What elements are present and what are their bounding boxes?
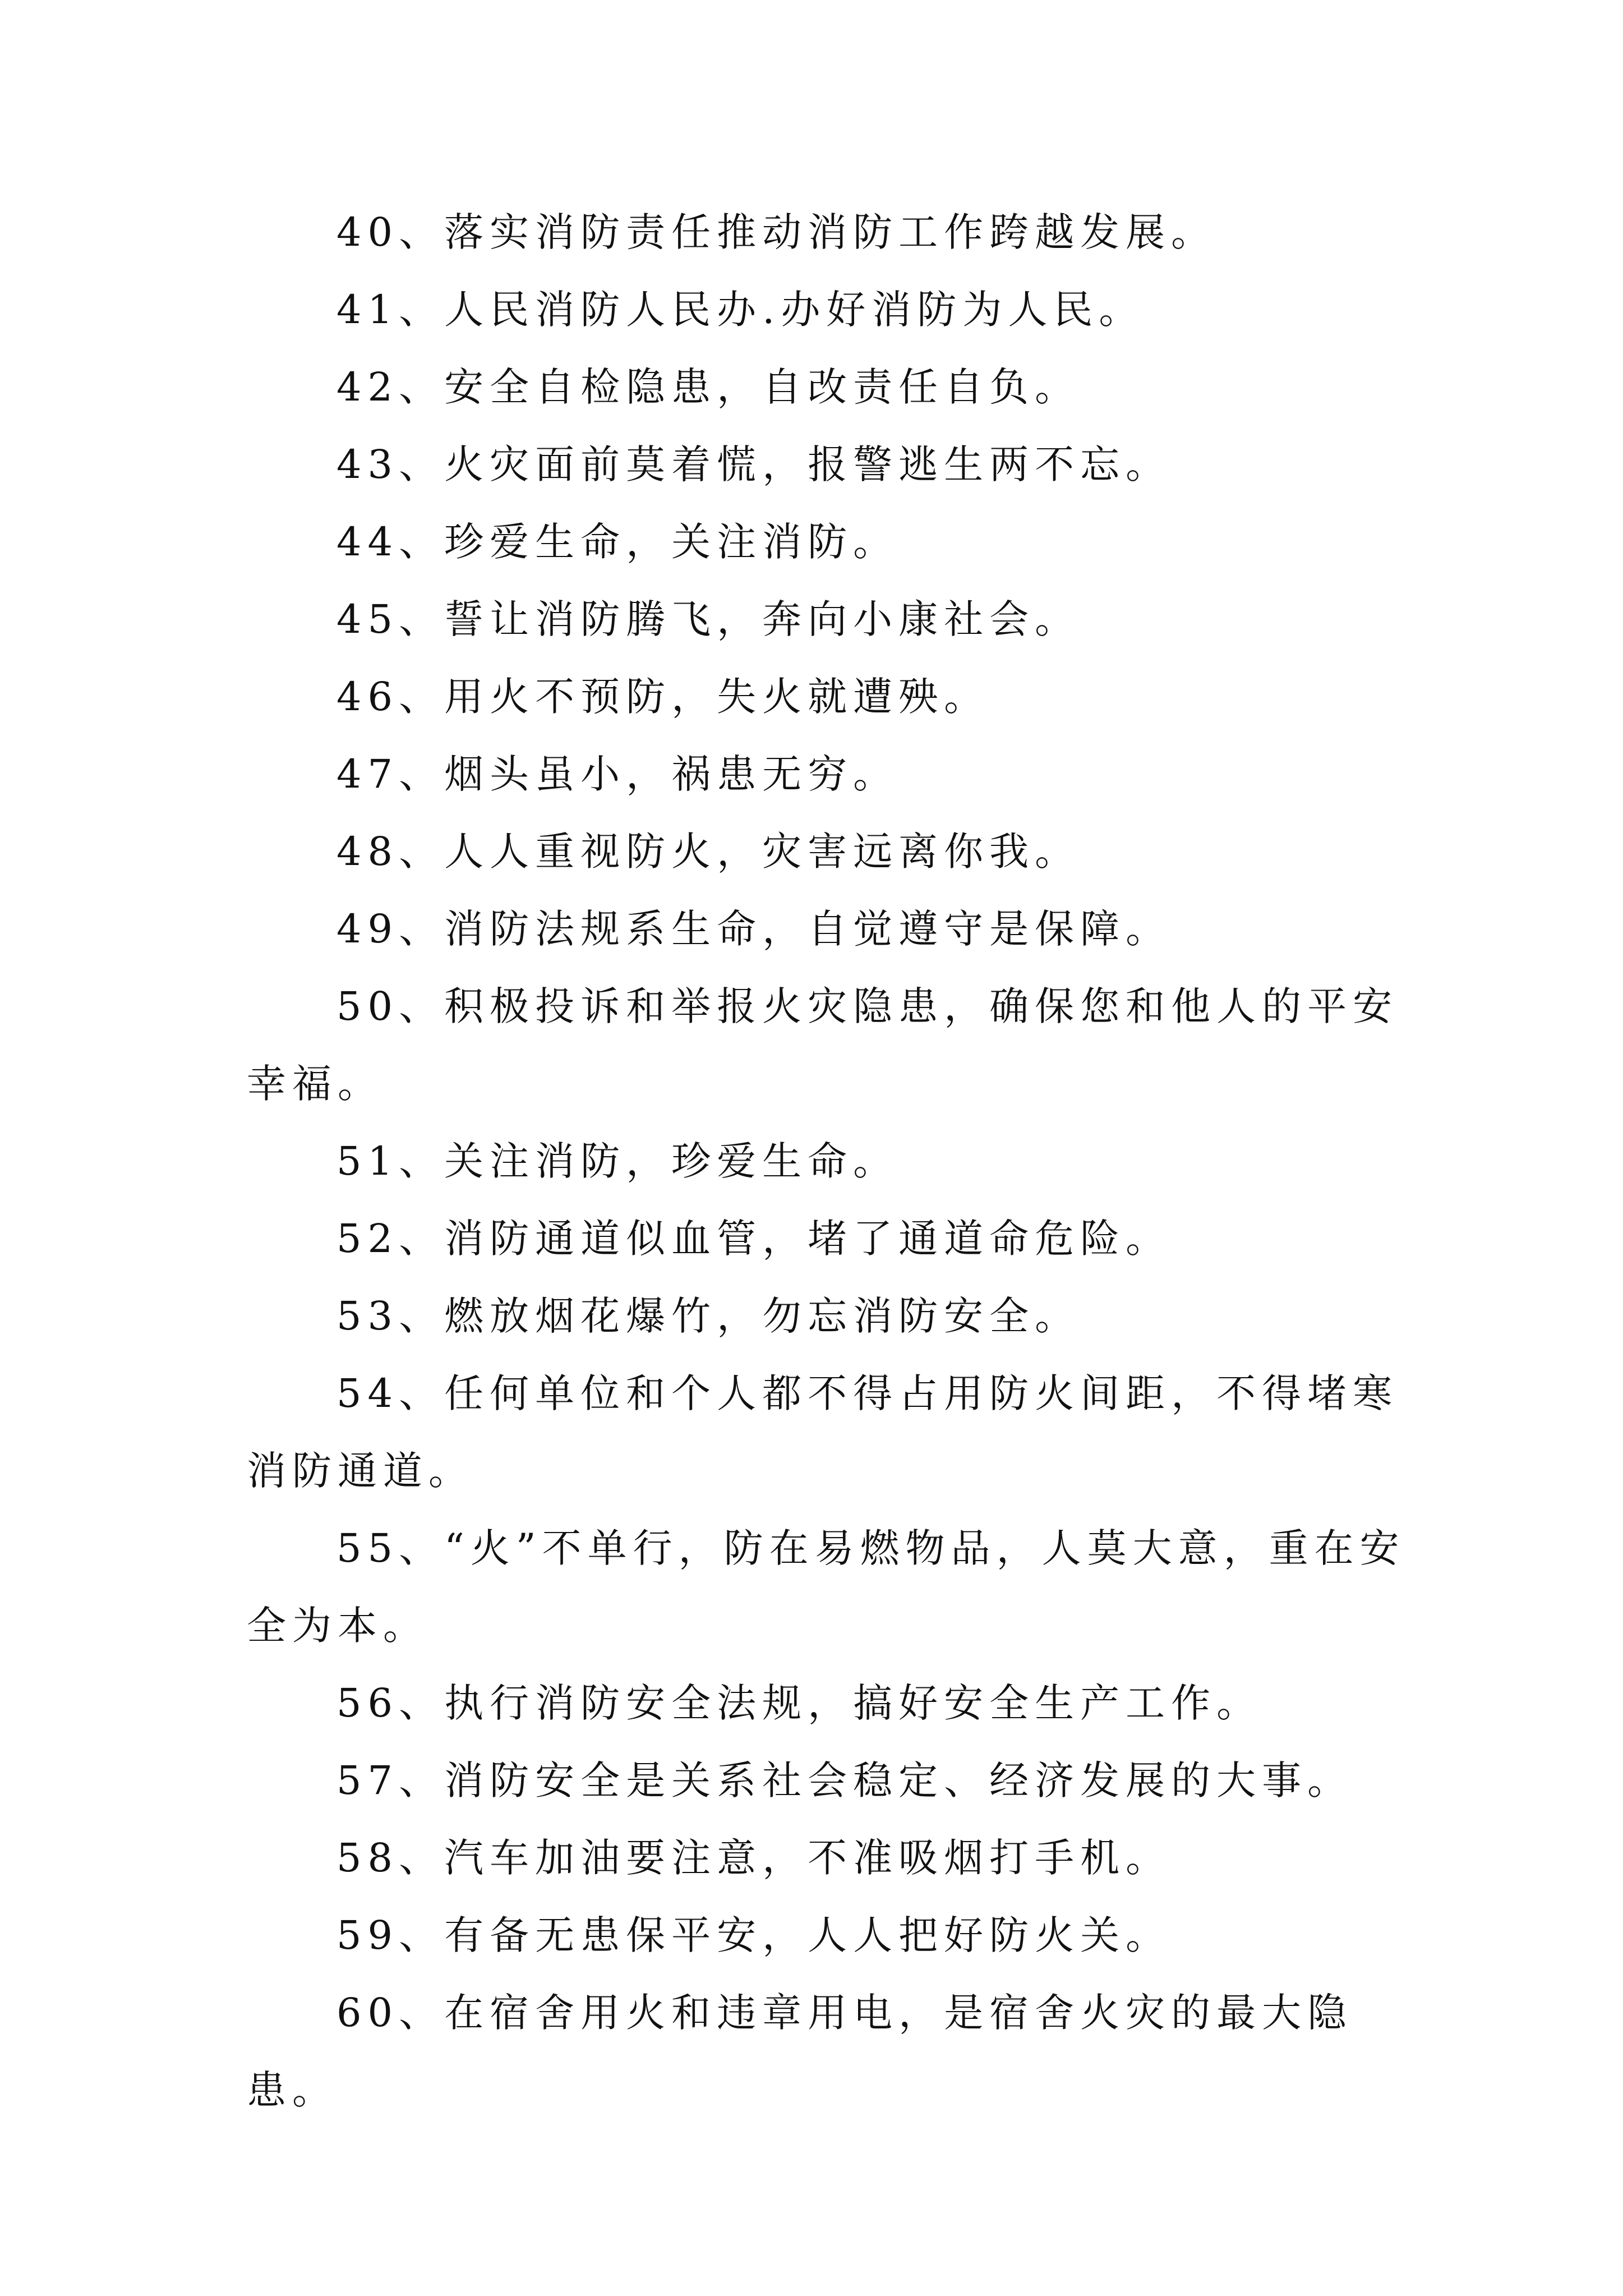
slogan-53: 53、燃放烟花爆竹，勿忘消防安全。: [336, 1293, 1081, 1339]
slogan-43: 43、火灾面前莫着慌，报警逃生两不忘。: [336, 441, 1172, 487]
slogan-54: 54、任何单位和个人都不得占用防火间距，不得堵寒消防通道。: [247, 1370, 1399, 1494]
slogan-45: 45、誓让消防腾飞，奔向小康社会。: [336, 596, 1081, 642]
slogan-59: 59、有备无患保平安，人人把好防火关。: [336, 1912, 1172, 1958]
slogan-52: 52、消防通道似血管，堵了通道命危险。: [336, 1216, 1172, 1262]
slogan-50: 50、积极投诉和举报火灾隐患，确保您和他人的平安幸福。: [247, 983, 1399, 1107]
slogan-48: 48、人人重视防火，灾害远离你我。: [336, 829, 1081, 875]
slogan-42: 42、安全自检隐患，自改责任自负。: [336, 364, 1081, 410]
slogan-41: 41、人民消防人民办.办好消防为人民。: [336, 287, 1145, 333]
slogan-55: 55、“火”不单行，防在易燃物品，人莫大意，重在安全为本。: [247, 1525, 1405, 1649]
slogan-49: 49、消防法规系生命，自觉遵守是保障。: [336, 906, 1172, 952]
slogan-list: [247, 194, 1413, 2129]
slogan-58: 58、汽车加油要注意，不准吸烟打手机。: [336, 1835, 1172, 1881]
slogan-51: 51、关注消防，珍爱生命。: [336, 1138, 899, 1184]
slogan-57: 57、消防安全是关系社会稳定、经济发展的大事。: [336, 1757, 1353, 1803]
slogan-56: 56、执行消防安全法规，搞好安全生产工作。: [336, 1680, 1262, 1726]
slogan-47: 47、烟头虽小，祸患无穷。: [336, 751, 899, 797]
slogan-46: 46、用火不预防，失火就遭殃。: [336, 674, 990, 720]
slogan-60: 60、在宿舍用火和违章用电，是宿舍火灾的最大隐患。: [247, 1990, 1353, 2113]
slogan-40: 40、落实消防责任推动消防工作跨越发展。: [336, 209, 1217, 255]
slogan-44: 44、珍爱生命，关注消防。: [336, 519, 899, 565]
